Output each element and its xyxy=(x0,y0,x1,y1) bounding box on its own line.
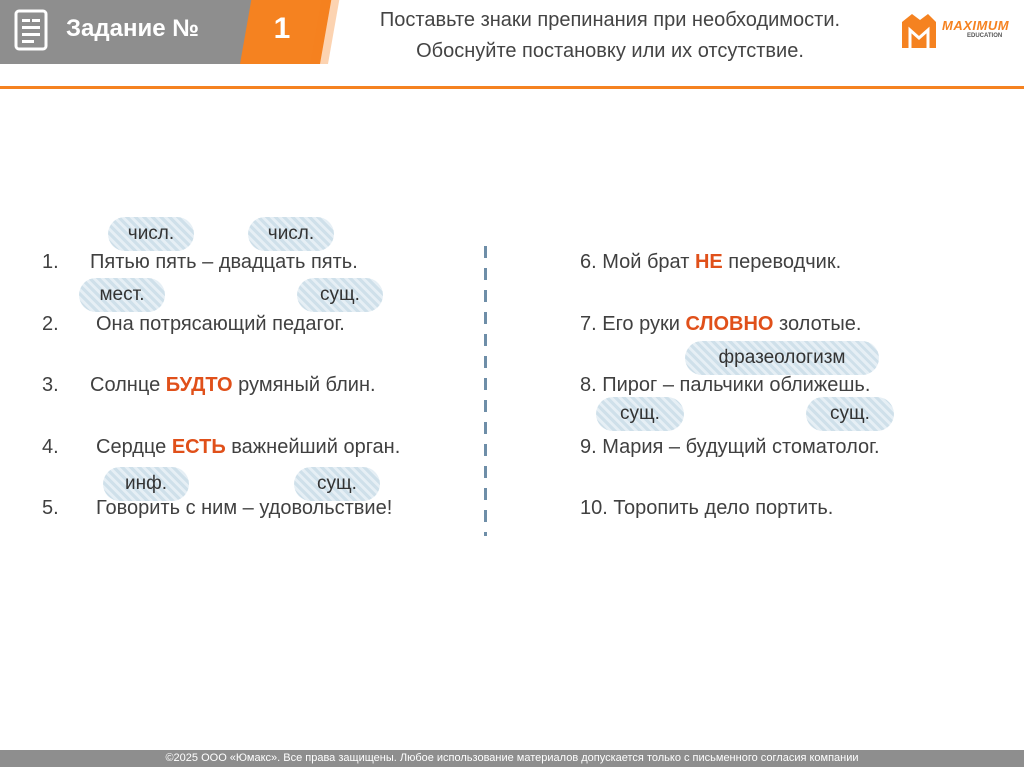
sentence-6: 6. Мой брат НЕ переводчик. xyxy=(580,251,842,273)
logo-text: MAXIMUM xyxy=(942,18,1010,33)
item-number: 4. xyxy=(42,436,59,458)
task-number: 1 xyxy=(273,12,291,45)
task-label: Задание № xyxy=(66,15,199,42)
instruction-line-2: Обоснуйте постановку или их отсутствие. xyxy=(416,40,804,62)
sentence-7: 7. Его руки СЛОВНО золотые. xyxy=(580,313,862,335)
sentence-5: Говорить с ним – удовольствие! xyxy=(96,497,393,519)
pos-tag: сущ. xyxy=(294,467,380,501)
item-number: 5. xyxy=(42,497,59,519)
pos-tag: сущ. xyxy=(806,397,894,431)
sentence-3: Солнце БУДТО румяный блин. xyxy=(90,374,376,396)
pos-tag: сущ. xyxy=(596,397,684,431)
pos-tag: инф. xyxy=(103,467,189,501)
sentence-2: Она потрясающий педагог. xyxy=(96,313,345,335)
sentence-10: 10. Торопить дело портить. xyxy=(580,497,834,519)
footer-copyright: ©2025 ООО «Юмакс». Все права защищены. Любое использование материалов допускается только с письменного согласия компании xyxy=(165,752,859,764)
item-number: 1. xyxy=(42,251,59,273)
pos-tag: сущ. xyxy=(297,278,383,312)
item-number: 2. xyxy=(42,313,59,335)
instruction-line-1: Поставьте знаки препинания при необходимости. xyxy=(379,9,841,31)
document-icon xyxy=(14,9,48,51)
slide-header xyxy=(0,0,1024,86)
sentence-9: 9. Мария – будущий стоматолог. xyxy=(580,436,880,458)
pos-tag: мест. xyxy=(79,278,165,312)
pos-tag: числ. xyxy=(108,217,194,251)
sentence-4: Сердце ЕСТЬ важнейший орган. xyxy=(96,436,401,458)
logo-subtext: EDUCATION xyxy=(967,33,1003,39)
column-divider xyxy=(484,246,487,536)
pos-tag: фразеологизм xyxy=(685,341,879,375)
header-orange-line xyxy=(0,86,1024,89)
pos-tag: числ. xyxy=(248,217,334,251)
sentence-1: Пятью пять – двадцать пять. xyxy=(90,251,358,273)
item-number: 3. xyxy=(42,374,59,396)
sentence-8: 8. Пирог – пальчики оближешь. xyxy=(580,374,871,396)
